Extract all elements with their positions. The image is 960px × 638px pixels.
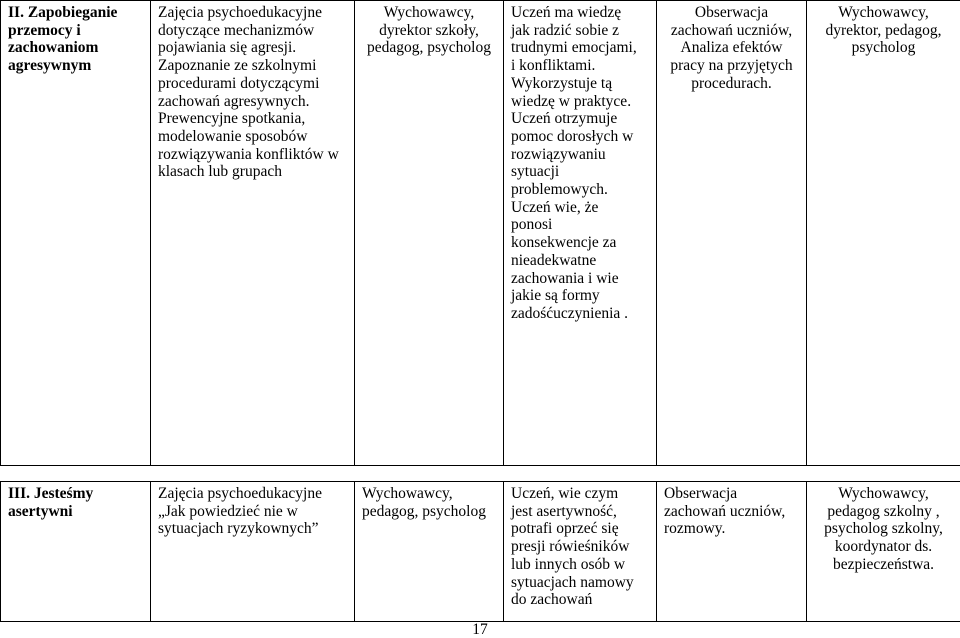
effects-cell: [504, 1, 657, 466]
page-number: 17: [0, 621, 960, 638]
page-gap: [0, 466, 960, 480]
effects-cell: Uczeń, wie czym jest asertywność, potrafi oprzeć się presji rówieśników lub innych osób w sytuacjach namowy do zachowań: [504, 482, 657, 622]
tasks-cell: [151, 1, 355, 466]
area-cell: III. Jesteśmy asertywni: [1, 482, 151, 622]
table-row: [1, 1, 960, 466]
evaluation-text: Obserwacja zachowań uczniów, Analiza efektów pracy na przyjętych procedurach.: [664, 4, 799, 93]
table-row: [1, 482, 960, 622]
responsible-cell: Wychowawcy, dyrektor, pedagog, psycholog: [807, 1, 960, 466]
evaluation-cell: [657, 1, 807, 466]
area-cell: II. Zapobieganie przemocy i zachowaniom agresywnym: [1, 1, 151, 466]
program-table-bottom: [0, 481, 960, 622]
evaluation-cell: Obserwacja zachowań uczniów, rozmowy.: [657, 482, 807, 622]
tasks-cell: Zajęcia psychoedukacyjne „Jak powiedzieć nie w sytuacjach ryzykownych”: [151, 482, 355, 622]
effects-text: Uczeń ma wiedzę jak radzić sobie z trudnymi emocjami, i konfliktami. Wykorzystuje tą wiedzę w praktyce. Uczeń otrzymuje pomoc dorosłych w rozwiązywaniu sytuacji problemowych. Uczeń wie, że ponosi konsekwencje za nieadekwatne zachowania i wie jakie są formy zadośćuczynienia .: [511, 4, 642, 323]
responsible-cell: Wychowawcy, pedagog szkolny , psycholog szkolny, koordynator ds. bezpieczeństwa.: [807, 482, 960, 622]
implementers-cell: Wychowawcy, dyrektor szkoły, pedagog, psycholog: [355, 1, 504, 466]
tasks-text: Zajęcia psychoedukacyjne dotyczące mechanizmów pojawiania się agresji. Zapoznanie ze szkolnymi procedurami dotyczącymi zachowań agresywnych. Prewencyjne spotkania, modelowanie sposobów rozwiązywania konfliktów w klasach lub grupach: [158, 4, 347, 181]
implementers-cell: Wychowawcy, pedagog, psycholog: [355, 482, 504, 622]
